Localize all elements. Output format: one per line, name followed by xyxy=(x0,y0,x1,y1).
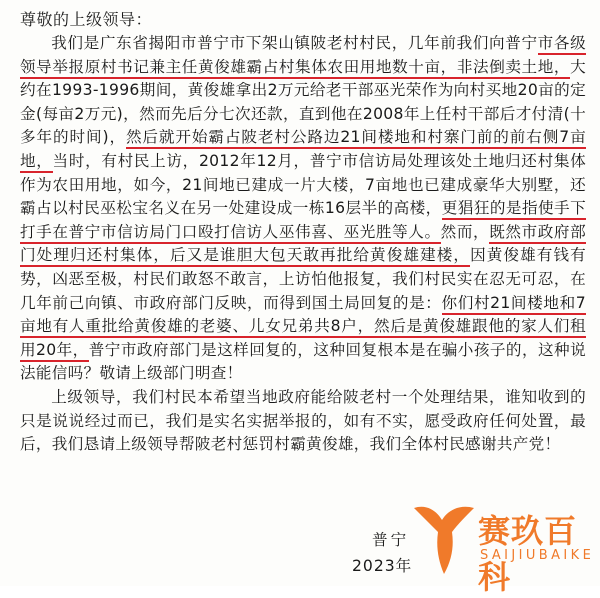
watermark-logo xyxy=(408,498,598,596)
underlined-segment: 既然市政府部门处理归还村集体，后又是谁胆大包天敢再批给黄俊雄建楼， xyxy=(20,223,586,268)
signature-date: 2023年 xyxy=(352,557,413,575)
letter-paragraph-1 xyxy=(20,32,586,386)
text-segment: 然而， xyxy=(440,222,490,241)
signature-name: 普宁 xyxy=(372,531,410,549)
text-segment: 大约在1993-1996期间，黄俊雄拿出2万元给老干部巫光荣作为向村买地20亩的定金(每亩2万元)，然而先后分七次还款，直到他在2008年上任村干部后才付清(十多年的时间)， xyxy=(20,57,586,147)
whale-tail-icon xyxy=(408,498,482,578)
text-segment: 因黄俊雄有钱有势，凶恶至极，村民们敢怒不敢言，上访怕他报复，我们村民实在忍无可忍，在几年前己向镇、市政府部门反映，而得到国土局回复的是： xyxy=(20,246,586,312)
letter-body xyxy=(20,32,586,457)
underlined-segment: 更猖狂的是指使手下打手在普宁市信访局门口殴打信访人巫伟喜、巫光胜等人。 xyxy=(20,199,586,244)
underlined-segment: 你们村21间楼地和7亩地有人重批给黄俊雄的老婆、儿女兄弟共8户，然后是黄俊雄跟他的家人们租用20年， xyxy=(20,294,586,362)
watermark-title: 赛玖百科 xyxy=(478,512,578,596)
underlined-segment: 然后就开始霸占陂老村公路边21间楼地和村寨门前的前右侧7亩地， xyxy=(20,128,586,173)
text-segment: 普宁市政府部门是这样回复的，这种回复根本是在骗小孩子的，这种说法能信吗？敬请上级部门明查！ xyxy=(20,340,586,383)
letter-greeting: 尊敬的上级领导： xyxy=(20,10,153,29)
watermark-subtitle: SAIJIUBAIKE xyxy=(480,548,595,563)
underlined-segment: 市各级领导举报原村书记兼主任黄俊雄霸占村集体农田用地数十亩，非法倒卖土地， xyxy=(20,34,586,79)
text-segment: 我们是广东省揭阳市普宁市下架山镇陂老村村民，几年前我们向普宁 xyxy=(51,34,538,52)
letter-paragraph-2: 上级领导，我们村民本希望当地政府能给陂老村一个处理结果，谁知收到的只是说说经过而已，我们是实名实据举报的，如有不实，愿受政府任何处置，最后，我们恳请上级领导帮陂老村惩罚村霸黄俊雄，我们全体村民感谢共产党！ xyxy=(20,387,586,454)
text-segment: 当时，有村民上访，2012年12月，普宁市信访局处理该处土地归还村集体作为农田用地，如今，21间地已建成一片大楼，7亩地也已建成豪华大别墅，还霸占以村民巫松宝名义在另一处建设成一栋16层半的高楼， xyxy=(20,151,586,218)
